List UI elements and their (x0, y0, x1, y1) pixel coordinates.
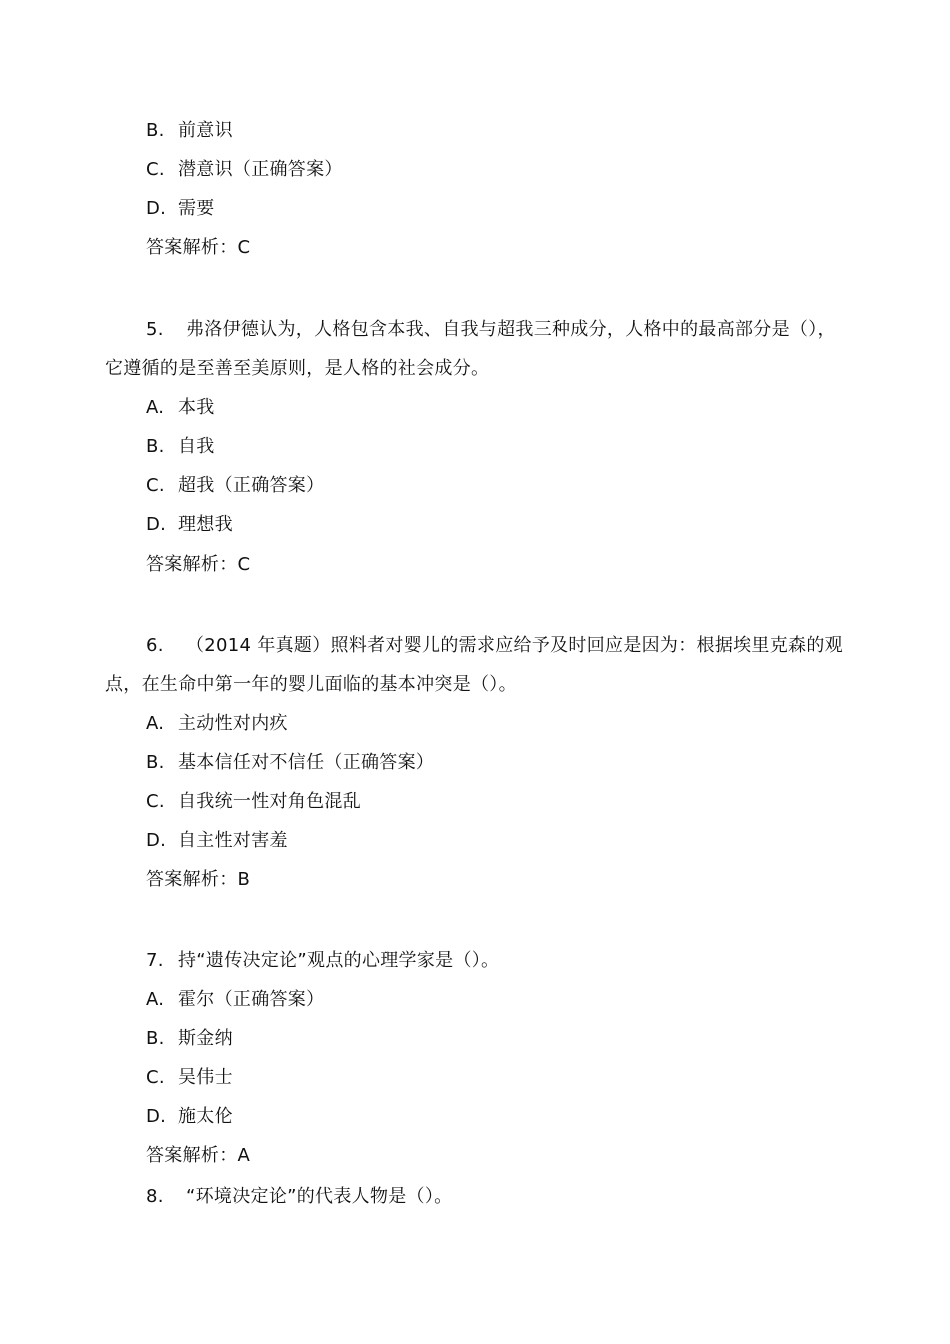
option-letter: C. (146, 1067, 165, 1088)
q4-option-d (146, 197, 215, 221)
option-letter: A. (146, 989, 165, 1010)
q6-stem-line1 (146, 634, 843, 658)
q7-option-a (146, 988, 324, 1012)
q6-stem-line2: 点，在生命中第一年的婴儿面临的基本冲突是（）。 (105, 674, 517, 695)
option-letter: B. (146, 752, 165, 773)
option-letter: B. (146, 436, 165, 457)
option-text: 自主性对害羞 (178, 830, 288, 851)
q7-answer-analysis: 答案解析：A (146, 1145, 251, 1166)
option-letter: C. (146, 159, 165, 180)
question-stem: 弗洛伊德认为，人格包含本我、自我与超我三种成分，人格中的最高部分是（）， (186, 319, 836, 340)
option-text: 理想我 (178, 514, 233, 535)
q8-stem (146, 1185, 452, 1209)
option-letter: D. (146, 1106, 167, 1127)
option-text: 本我 (178, 397, 215, 418)
option-text: 需要 (178, 198, 215, 219)
q7-option-b (146, 1027, 233, 1051)
option-text: 前意识 (178, 120, 233, 141)
q4-option-c (146, 158, 343, 182)
option-letter: D. (146, 514, 167, 535)
q5-stem-line1 (146, 318, 836, 342)
q4-answer-analysis: 答案解析：C (146, 237, 251, 258)
option-text: 斯金纳 (178, 1028, 233, 1049)
q5-option-c (146, 474, 324, 498)
option-text: 施太伦 (178, 1106, 233, 1127)
option-text: 自我统一性对角色混乱 (178, 791, 361, 812)
question-number: 8. (146, 1186, 164, 1207)
q7-option-d (146, 1105, 233, 1129)
question-stem: “环境决定论”的代表人物是（）。 (186, 1186, 453, 1207)
question-number: 7. (146, 950, 164, 971)
option-letter: B. (146, 120, 165, 141)
option-letter: A. (146, 713, 165, 734)
q6-option-d (146, 829, 288, 853)
option-text: 自我 (178, 436, 215, 457)
question-stem: （2014 年真题）照料者对婴儿的需求应给予及时回应是因为：根据埃里克森的观 (186, 635, 843, 656)
option-text: 吴伟士 (178, 1067, 233, 1088)
option-text: 基本信任对不信任（正确答案） (178, 752, 435, 773)
option-text: 潜意识（正确答案） (178, 159, 343, 180)
q5-option-d (146, 513, 233, 537)
q7-option-c (146, 1066, 233, 1090)
question-number: 6. (146, 635, 164, 656)
option-letter: D. (146, 830, 167, 851)
option-letter: C. (146, 791, 165, 812)
q7-stem (146, 949, 499, 973)
option-text: 霍尔（正确答案） (178, 989, 325, 1010)
option-letter: C. (146, 475, 165, 496)
option-letter: B. (146, 1028, 165, 1049)
option-letter: D. (146, 198, 167, 219)
q6-option-c (146, 790, 361, 814)
q5-answer-analysis: 答案解析：C (146, 554, 251, 575)
q6-option-a (146, 712, 288, 736)
option-text: 主动性对内疚 (178, 713, 288, 734)
q5-option-b (146, 435, 215, 459)
q6-answer-analysis: 答案解析：B (146, 869, 251, 890)
q6-option-b (146, 751, 434, 775)
q5-option-a (146, 396, 215, 420)
question-number: 5. (146, 319, 164, 340)
option-text: 超我（正确答案） (178, 475, 325, 496)
question-stem: 持“遗传决定论”观点的心理学家是（）。 (178, 950, 500, 971)
q4-option-b (146, 119, 233, 143)
option-letter: A. (146, 397, 165, 418)
q5-stem-line2: 它遵循的是至善至美原则，是人格的社会成分。 (105, 358, 490, 379)
